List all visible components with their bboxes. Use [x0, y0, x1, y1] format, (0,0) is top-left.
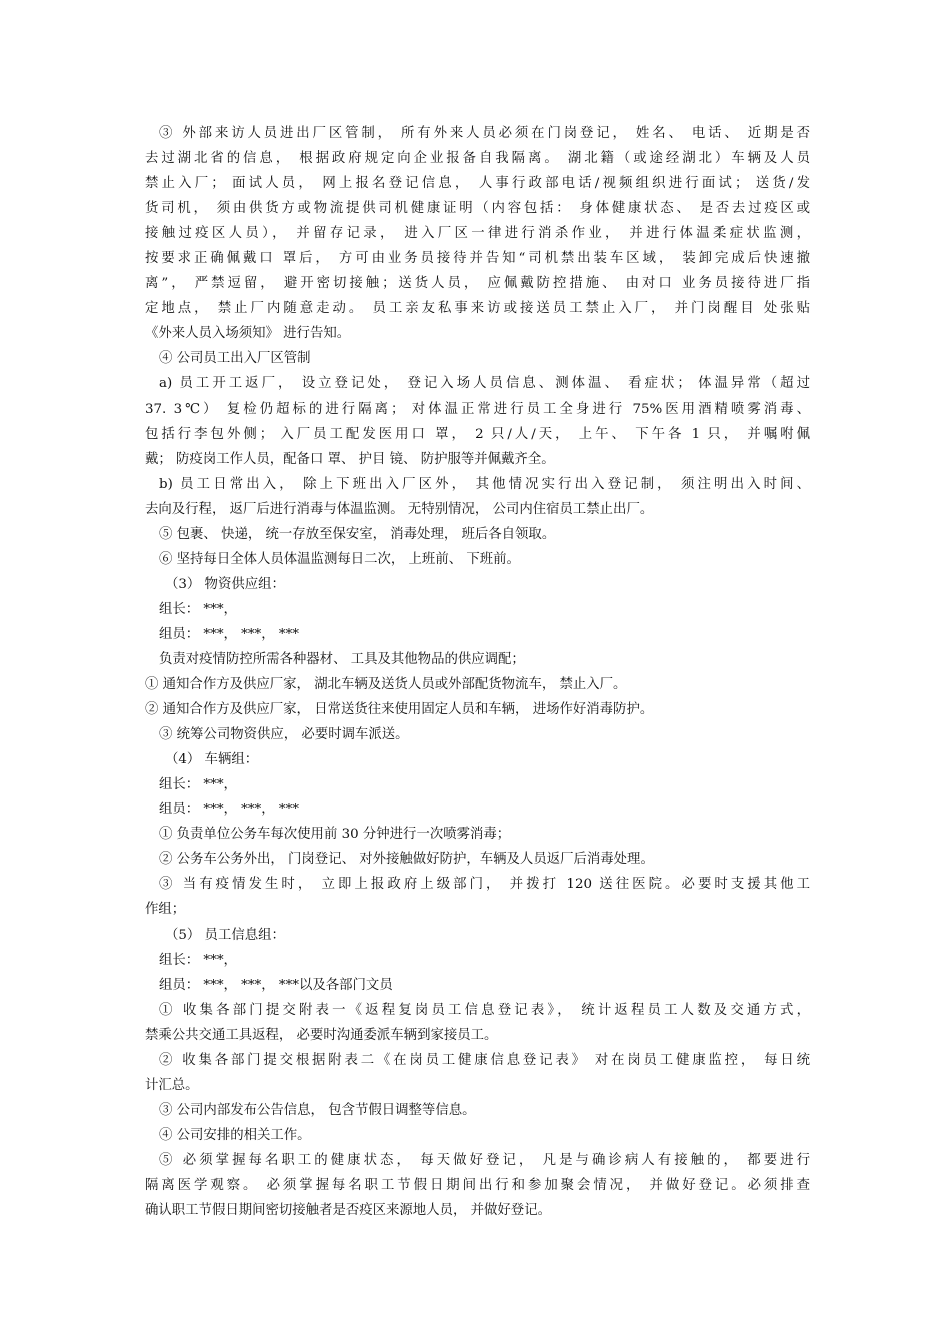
paragraph-line: 负责对疫情防控所需各种器材、 工具及其他物品的供应调配； — [159, 651, 525, 667]
team-members: 组员： ***， ***， *** — [159, 626, 299, 642]
list-item: 隔离医学观察。 必须掌握每名职工节假日期间出行和参加聚会情况， 并做好登记。必须排查 — [145, 1177, 810, 1193]
list-item: ② 收集各部门提交根据附表二《在岗员工健康信息登记表》 对在岗员工健康监控， 每日统 — [159, 1052, 810, 1068]
paragraph-line: a) 员工开工返厂， 设立登记处， 登记入场人员信息、测体温、 看症状； 体温异常（超过 — [159, 376, 810, 392]
paragraph-line: 包括行李包外侧； 入厂员工配发医用口 罩， 2 只/人/天， 上午、 下午各 1 只， 并嘱咐佩 — [145, 426, 810, 442]
paragraph-line: ⑥ 坚持每日全体人员体温监测每日二次， 上班前、 下班前。 — [159, 551, 520, 567]
team-members: 组员： ***， ***， *** — [159, 802, 299, 818]
paragraph-line: 货司机， 须由供货方或物流提供司机健康证明（内容包括： 身体健康状态、 是否去过疫区或 — [145, 201, 810, 217]
team-leader: 组长： ***， — [159, 952, 237, 968]
paragraph-line: ③ 外部来访人员进出厂区管制， 所有外来人员必须在门岗登记， 姓名、 电话、 近期是否 — [159, 126, 810, 141]
list-item: ① 负责单位公务车每次使用前 30 分钟进行一次喷雾消毒； — [159, 827, 511, 843]
paragraph-line: 定地点， 禁止厂内随意走动。 员工亲友私事来访或接送员工禁止入厂， 并门岗醒目 处张贴 — [145, 301, 810, 317]
list-item: ③ 公司内部发布公告信息， 包含节假日调整等信息。 — [159, 1102, 476, 1118]
list-item: ② 通知合作方及供应厂家， 日常送货往来使用固定人员和车辆， 进场作好消毒防护。 — [145, 702, 654, 718]
list-item: ① 收集各部门提交附表一《返程复岗员工信息登记表》， 统计返程员工人数及交通方式， — [159, 1002, 810, 1018]
paragraph-line: ⑤ 包裹、 快递， 统一存放至保安室， 消毒处理， 班后各自领取。 — [159, 526, 556, 542]
list-item: 确认职工节假日期间密切接触者是否疫区来源地人员， 并做好登记。 — [145, 1203, 551, 1219]
team-leader: 组长： ***， — [159, 777, 237, 793]
section-heading: （5） 员工信息组： — [165, 927, 285, 943]
paragraph-line: 离”， 严禁逗留， 避开密切接触；送货人员， 应佩戴防控措施、 由对口 业务员接待进厂指 — [145, 276, 810, 292]
team-members: 组员： ***， ***， ***以及各部门文员 — [159, 977, 393, 993]
section-heading: ④ 公司员工出入厂区管制 — [159, 351, 311, 367]
list-item: 作组； — [145, 902, 186, 918]
paragraph-line: b) 员工日常出入， 除上下班出入厂区外， 其他情况实行出入登记制， 须注明出入时间、 — [159, 476, 810, 492]
list-item: ③ 统筹公司物资供应， 必要时调车派送。 — [159, 727, 409, 743]
paragraph-line: 接触过疫区人员）， 并留存记录， 进入厂区一律进行消杀作业， 并进行体温柔症状监测， — [145, 226, 810, 242]
list-item: ⑤ 必须掌握每名职工的健康状态， 每天做好登记， 凡是与确诊病人有接触的， 都要进行 — [159, 1152, 810, 1168]
list-item: ① 通知合作方及供应厂家， 湖北车辆及送货人员或外部配货物流车， 禁止入厂。 — [145, 677, 627, 693]
paragraph-line: 去向及行程， 返厂后进行消毒与体温监测。 无特别情况， 公司内住宿员工禁止出厂。 — [145, 501, 654, 517]
paragraph-line: 《外来人员入场须知》 进行告知。 — [145, 326, 351, 342]
paragraph-line: 37. 3℃） 复检仍超标的进行隔离； 对体温正常进行员工全身进行 75%医用酒精喷雾消毒、 — [145, 401, 810, 417]
list-item: 计汇总。 — [145, 1077, 199, 1093]
paragraph-line: 戴； 防疫岗工作人员，配备口 罩、 护目 镜、 防护服等并佩戴齐全。 — [145, 451, 555, 467]
document-body — [145, 121, 810, 1223]
list-item: ④ 公司安排的相关工作。 — [159, 1127, 311, 1143]
list-item: ③ 当有疫情发生时， 立即上报政府上级部门， 并拨打 120 送往医院。必要时支援其他工 — [159, 877, 810, 893]
section-heading: （3） 物资供应组： — [165, 576, 285, 592]
paragraph-line: 按要求正确佩戴口 罩后， 方可由业务员接待并告知“司机禁出装车区域， 装卸完成后快速撤 — [145, 251, 810, 267]
section-heading: （4） 车辆组： — [165, 752, 259, 768]
paragraph-line: 禁止入厂； 面试人员， 网上报名登记信息， 人事行政部电话/视频组织进行面试； 送货/发 — [145, 176, 810, 192]
list-item: 禁乘公共交通工具返程， 必要时沟通委派车辆到家接员工。 — [145, 1027, 498, 1043]
team-leader: 组长： ***， — [159, 601, 237, 617]
list-item: ② 公务车公务外出， 门岗登记、 对外接触做好防护，车辆及人员返厂后消毒处理。 — [159, 852, 654, 868]
paragraph-line: 去过湖北省的信息， 根据政府规定向企业报备自我隔离。 湖北籍（或途经湖北）车辆及人员 — [145, 151, 810, 167]
